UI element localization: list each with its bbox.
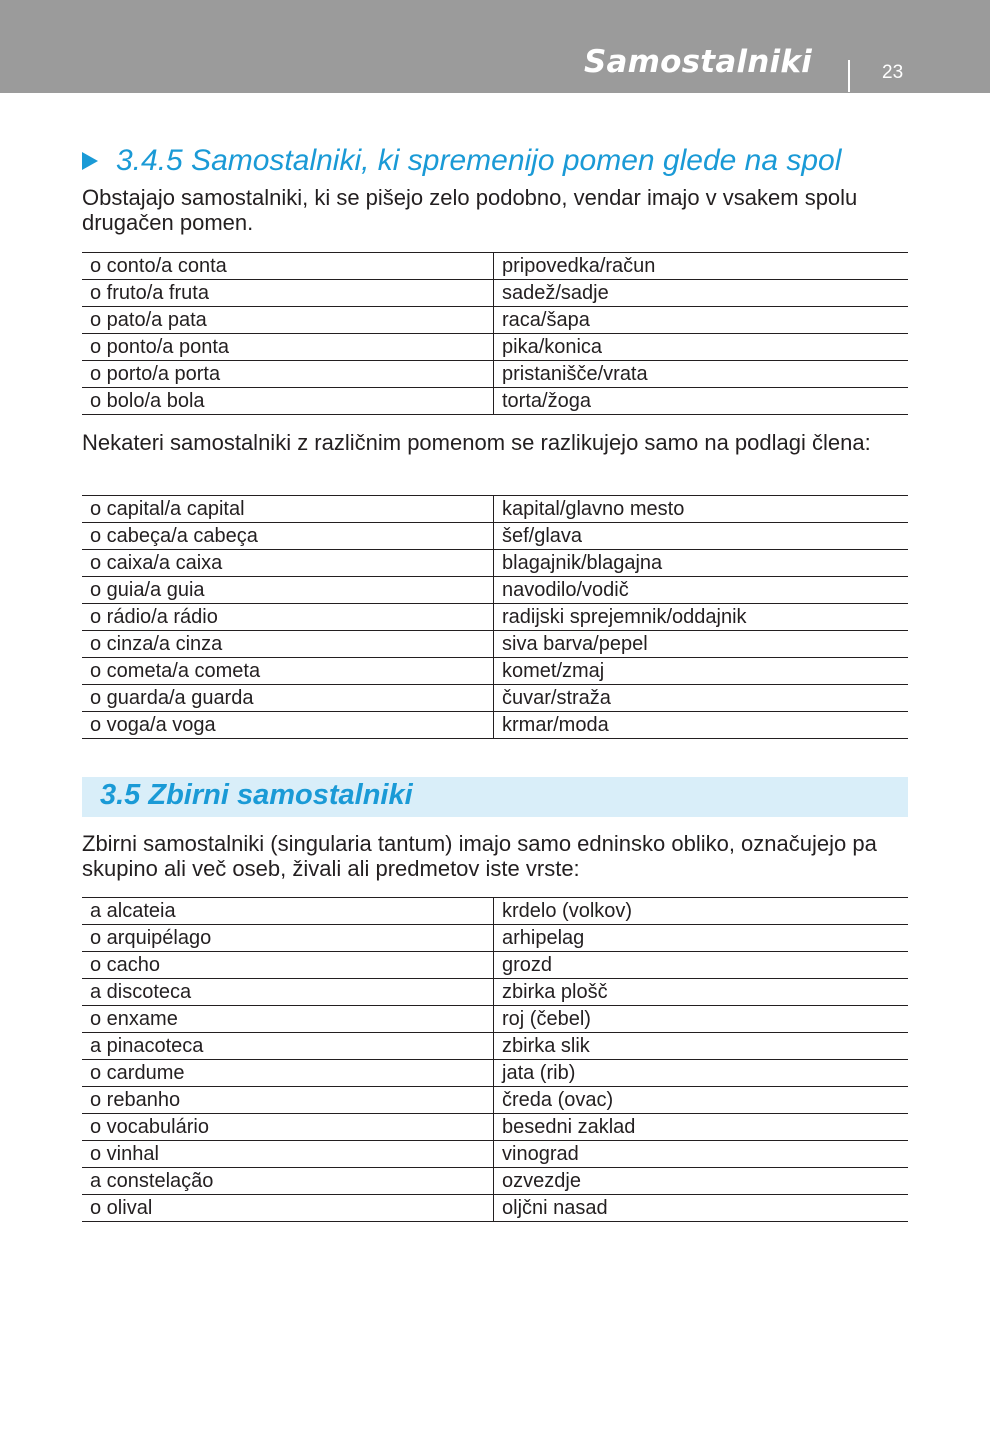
portuguese-term: o cardume xyxy=(82,1060,494,1087)
page-number: 23 xyxy=(882,62,904,83)
table-row xyxy=(82,523,908,550)
slovene-meaning: raca/šapa xyxy=(494,307,909,334)
table-row xyxy=(82,388,908,415)
table-row xyxy=(82,1195,908,1222)
table-row xyxy=(82,604,908,631)
portuguese-term: o cabeça/a cabeça xyxy=(82,523,494,550)
portuguese-term: o olival xyxy=(82,1195,494,1222)
subsection-heading xyxy=(82,144,841,178)
portuguese-term: o guarda/a guarda xyxy=(82,685,494,712)
portuguese-term: o caixa/a caixa xyxy=(82,550,494,577)
portuguese-term: o vinhal xyxy=(82,1141,494,1168)
slovene-meaning: roj (čebel) xyxy=(494,1006,909,1033)
table-row xyxy=(82,712,908,739)
table-row xyxy=(82,550,908,577)
portuguese-term: o bolo/a bola xyxy=(82,388,494,415)
portuguese-term: o vocabulário xyxy=(82,1114,494,1141)
table-row xyxy=(82,898,908,925)
table-row xyxy=(82,253,908,280)
subsection-title: 3.4.5 Samostalniki, ki spremenijo pomen glede na spol xyxy=(116,144,842,177)
slovene-meaning: zbirka plošč xyxy=(494,979,909,1006)
slovene-meaning: arhipelag xyxy=(494,925,909,952)
vocab-table-gender-meaning xyxy=(82,252,908,415)
portuguese-term: o conto/a conta xyxy=(82,253,494,280)
slovene-meaning: kapital/glavno mesto xyxy=(494,496,909,523)
portuguese-term: o guia/a guia xyxy=(82,577,494,604)
portuguese-term: a alcateia xyxy=(82,898,494,925)
table-row xyxy=(82,1006,908,1033)
table-row xyxy=(82,979,908,1006)
table-row xyxy=(82,1114,908,1141)
slovene-meaning: pika/konica xyxy=(494,334,909,361)
paragraph-article-meaning: Nekateri samostalniki z različnim pomenom se razlikujejo samo na podlagi člena: xyxy=(82,430,871,455)
subsection-intro: Obstajajo samostalniki, ki se pišejo zelo podobno, vendar imajo v vsakem spolu drugačen pomen. xyxy=(82,185,858,235)
table-row xyxy=(82,361,908,388)
portuguese-term: o rebanho xyxy=(82,1087,494,1114)
portuguese-term: o capital/a capital xyxy=(82,496,494,523)
slovene-meaning: pristanišče/vrata xyxy=(494,361,909,388)
table-row xyxy=(82,1168,908,1195)
slovene-meaning: blagajnik/blagajna xyxy=(494,550,909,577)
vocab-table-article-meaning xyxy=(82,495,908,739)
table-row xyxy=(82,1033,908,1060)
slovene-meaning: čreda (ovac) xyxy=(494,1087,909,1114)
table-row xyxy=(82,1060,908,1087)
slovene-meaning: grozd xyxy=(494,952,909,979)
vocab-table-collective-nouns xyxy=(82,897,908,1222)
table-row xyxy=(82,925,908,952)
portuguese-term: a discoteca xyxy=(82,979,494,1006)
portuguese-term: o porto/a porta xyxy=(82,361,494,388)
slovene-meaning: navodilo/vodič xyxy=(494,577,909,604)
slovene-meaning: pripovedka/račun xyxy=(494,253,909,280)
table-row xyxy=(82,577,908,604)
table-row xyxy=(82,658,908,685)
header-title: Samostalniki xyxy=(584,44,812,80)
table-row xyxy=(82,280,908,307)
slovene-meaning: sadež/sadje xyxy=(494,280,909,307)
section-intro: Zbirni samostalniki (singularia tantum) imajo samo edninsko obliko, označujejo pa skupino ali več oseb, živali ali predmetov iste vrste: xyxy=(82,831,877,881)
portuguese-term: a pinacoteca xyxy=(82,1033,494,1060)
slovene-meaning: oljčni nasad xyxy=(494,1195,909,1222)
slovene-meaning: siva barva/pepel xyxy=(494,631,909,658)
slovene-meaning: šef/glava xyxy=(494,523,909,550)
portuguese-term: o enxame xyxy=(82,1006,494,1033)
table-row xyxy=(82,952,908,979)
table-row xyxy=(82,1141,908,1168)
portuguese-term: o ponto/a ponta xyxy=(82,334,494,361)
slovene-meaning: torta/žoga xyxy=(494,388,909,415)
slovene-meaning: besedni zaklad xyxy=(494,1114,909,1141)
table-row xyxy=(82,1087,908,1114)
slovene-meaning: vinograd xyxy=(494,1141,909,1168)
portuguese-term: o arquipélago xyxy=(82,925,494,952)
slovene-meaning: radijski sprejemnik/oddajnik xyxy=(494,604,909,631)
table-row xyxy=(82,685,908,712)
header-divider xyxy=(848,60,850,92)
portuguese-term: o cometa/a cometa xyxy=(82,658,494,685)
portuguese-term: o cacho xyxy=(82,952,494,979)
slovene-meaning: krdelo (volkov) xyxy=(494,898,909,925)
slovene-meaning: zbirka slik xyxy=(494,1033,909,1060)
portuguese-term: a constelação xyxy=(82,1168,494,1195)
slovene-meaning: krmar/moda xyxy=(494,712,909,739)
slovene-meaning: ozvezdje xyxy=(494,1168,909,1195)
slovene-meaning: čuvar/straža xyxy=(494,685,909,712)
section-title: 3.5 Zbirni samostalniki xyxy=(100,779,413,811)
triangle-right-icon xyxy=(82,152,98,170)
slovene-meaning: jata (rib) xyxy=(494,1060,909,1087)
section-heading-bar xyxy=(82,777,908,817)
portuguese-term: o voga/a voga xyxy=(82,712,494,739)
portuguese-term: o cinza/a cinza xyxy=(82,631,494,658)
table-row xyxy=(82,307,908,334)
portuguese-term: o fruto/a fruta xyxy=(82,280,494,307)
portuguese-term: o pato/a pata xyxy=(82,307,494,334)
page-header xyxy=(0,0,990,93)
table-row xyxy=(82,496,908,523)
portuguese-term: o rádio/a rádio xyxy=(82,604,494,631)
table-row xyxy=(82,334,908,361)
slovene-meaning: komet/zmaj xyxy=(494,658,909,685)
table-row xyxy=(82,631,908,658)
